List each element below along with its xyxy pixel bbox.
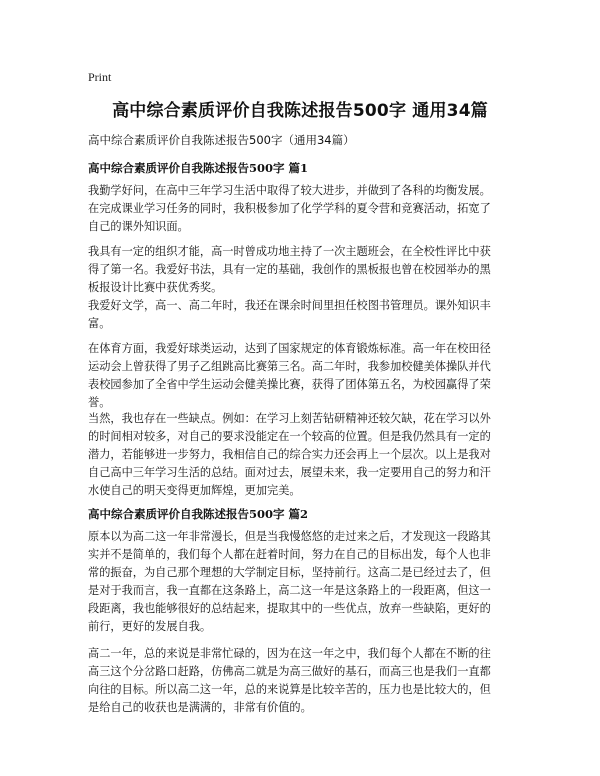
paragraph <box>88 528 528 636</box>
section-heading-1: 高中综合素质评价自我陈述报告500字 篇1 <box>88 161 309 175</box>
paragraph <box>88 340 528 412</box>
text-line: 富。 <box>88 317 111 330</box>
text-line: 表校园参加了全省中学生运动会健美操比赛，获得了团体第五名，为校园赢得了荣 <box>88 378 491 391</box>
text-line: 自己高中三年学习生活的总结。面对过去，展望未来，我一定要用自己的努力和汗 <box>88 466 491 479</box>
text-line: 自己的课外知识面。 <box>88 220 189 233</box>
section-heading-2: 高中综合素质评价自我陈述报告500字 篇2 <box>88 507 309 521</box>
text-line: 在完成课业学习任务的同时，我积极参加了化学学科的夏令营和竞赛活动，拓宽了 <box>88 202 491 215</box>
text-line: 我勤学好问，在高中三年学习生活中取得了较大进步，并做到了各科的均衡发展。 <box>88 184 491 197</box>
text-line: 誉。 <box>88 396 111 409</box>
text-line: 运动会上曾获得了男子乙组跳高比赛第三名。高二年时，我参加校健美体操队并代 <box>88 360 491 373</box>
paragraph <box>88 182 528 236</box>
print-link[interactable]: Print <box>88 70 112 84</box>
text-line: 得了第一名。我爱好书法，具有一定的基础，我创作的黑板报也曾在校园举办的黑 <box>88 263 491 276</box>
text-line: 前行，更好的发展自我。 <box>88 620 212 633</box>
text-line: 在体育方面，我爱好球类运动，达到了国家规定的体育锻炼标准。高一年在校田径 <box>88 342 491 355</box>
paragraph <box>88 410 528 500</box>
text-line: 我爱好文学，高一、高二年时，我还在课余时间里担任校图书管理员。课外知识丰 <box>88 299 491 312</box>
paragraph <box>88 645 528 717</box>
text-line: 是给自己的收获也是满满的，非常有价值的。 <box>88 701 312 714</box>
document-title: 高中综合素质评价自我陈述报告500字 通用34篇 <box>112 101 488 121</box>
text-line: 段距离，我也能够很好的总结起来，提取其中的一些优点，放弃一些缺陷，更好的 <box>88 602 491 615</box>
text-line: 板报设计比赛中获优秀奖。 <box>88 281 223 294</box>
text-line: 向往的目标。所以高二这一年，总的来说算是比较辛苦的，压力也是比较大的，但 <box>88 683 491 696</box>
text-line: 常的振奋，为自己那个理想的大学制定目标，坚持前行。这高二是已经过去了，但 <box>88 566 491 579</box>
text-line: 原本以为高二这一年非常漫长，但是当我慢悠悠的走过来之后，才发现这一段路其 <box>88 530 491 543</box>
text-line: 高三这个分岔路口赶路，仿佛高二就是为高三做好的基石，而高三也是我们一直都 <box>88 665 491 678</box>
text-line: 高二一年，总的来说是非常忙碌的，因为在这一年之中，我们每个人都在不断的往 <box>88 647 491 660</box>
text-line: 水使自己的明天变得更加辉煌，更加完美。 <box>88 484 301 497</box>
text-line: 是对于我而言，我一直都在这条路上，高二这一年是这条路上的一段距离，但这一 <box>88 584 491 597</box>
text-line: 实并不是简单的，我们每个人都在赶着时间，努力在自己的目标出发，每个人也非 <box>88 548 491 561</box>
paragraph <box>88 297 528 333</box>
text-line: 的时间相对较多，对自己的要求没能定在一个较高的位置。但是我仍然具有一定的 <box>88 430 491 443</box>
document-subtitle: 高中综合素质评价自我陈述报告500字（通用34篇） <box>88 133 355 147</box>
text-line: 当然，我也存在一些缺点。例如：在学习上刻苦钻研精神还较欠缺，花在学习以外 <box>88 412 491 425</box>
text-line: 我具有一定的组织才能，高一时曾成功地主持了一次主题班会，在全校性评比中获 <box>88 245 491 258</box>
paragraph <box>88 243 528 297</box>
text-line: 潜力，若能够进一步努力，我相信自己的综合实力还会再上一个层次。以上是我对 <box>88 448 491 461</box>
